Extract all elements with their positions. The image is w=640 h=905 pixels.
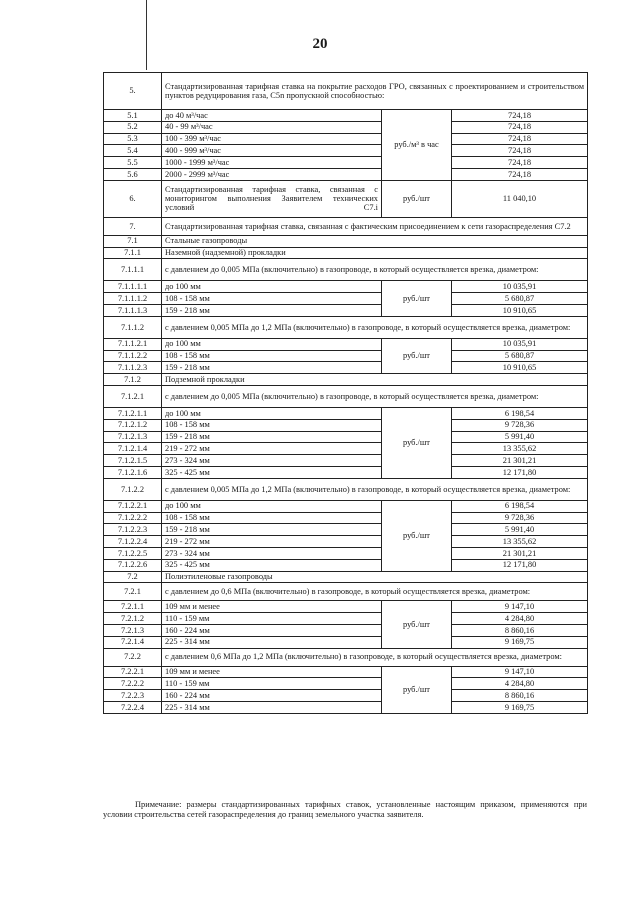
row-number: 7.2.1.3 bbox=[104, 624, 162, 636]
row-number: 7.1.2 bbox=[104, 374, 162, 386]
row-description: с давлением 0,005 МПа до 1,2 МПа (включительно) в газопроводе, в который осуществляется врезка, диаметром: bbox=[162, 316, 588, 338]
tariff-value: 724,18 bbox=[452, 110, 588, 122]
table-row bbox=[104, 648, 588, 666]
row-number: 7.1.2.2.5 bbox=[104, 547, 162, 559]
tariff-value: 11 040,10 bbox=[452, 180, 588, 217]
row-number: 7.1.2.1.4 bbox=[104, 443, 162, 455]
tariff-value: 12 171,80 bbox=[452, 466, 588, 478]
row-description: Стандартизированная тарифная ставка, связанная с мониторингом выполнения Заявителем технических условий C7.i bbox=[162, 180, 382, 217]
unit-cell: руб./шт bbox=[382, 601, 452, 648]
table-row bbox=[104, 536, 588, 548]
tariff-value: 4 284,80 bbox=[452, 613, 588, 625]
row-number: 7.1.1.1 bbox=[104, 259, 162, 281]
unit-cell: руб./шт bbox=[382, 180, 452, 217]
row-number: 7.1.1.2 bbox=[104, 316, 162, 338]
row-description: Стандартизированная тарифная ставка, связанная с фактическим присоединением к сети газораспределения C7.2 bbox=[162, 217, 588, 235]
tariff-value: 21 301,21 bbox=[452, 455, 588, 467]
table-row bbox=[104, 466, 588, 478]
row-description: Наземной (надземной) прокладки bbox=[162, 247, 588, 259]
row-description: 159 - 218 мм bbox=[162, 524, 382, 536]
table-row bbox=[104, 157, 588, 169]
row-description: 2000 - 2999 м³/час bbox=[162, 168, 382, 180]
table-row bbox=[104, 690, 588, 702]
row-number: 7.1.2.2 bbox=[104, 478, 162, 500]
table-row bbox=[104, 701, 588, 713]
row-description: Стальные газопроводы bbox=[162, 235, 588, 247]
row-description: 225 - 314 мм bbox=[162, 701, 382, 713]
row-number: 7.1.1 bbox=[104, 247, 162, 259]
tariff-value: 724,18 bbox=[452, 145, 588, 157]
table-row bbox=[104, 293, 588, 305]
table-row bbox=[104, 145, 588, 157]
row-description: 273 - 324 мм bbox=[162, 547, 382, 559]
row-description: до 100 мм bbox=[162, 281, 382, 293]
row-description: 110 - 159 мм bbox=[162, 613, 382, 625]
row-number: 7.2.2.1 bbox=[104, 666, 162, 678]
tariff-value: 6 198,54 bbox=[452, 407, 588, 419]
table-row bbox=[104, 168, 588, 180]
table-row bbox=[104, 431, 588, 443]
tariff-value: 12 171,80 bbox=[452, 559, 588, 571]
row-number: 7. bbox=[104, 217, 162, 235]
tariff-value: 724,18 bbox=[452, 157, 588, 169]
row-description: 159 - 218 мм bbox=[162, 362, 382, 374]
row-description: до 40 м³/час bbox=[162, 110, 382, 122]
table-row bbox=[104, 304, 588, 316]
row-description: 108 - 158 мм bbox=[162, 293, 382, 305]
row-description: 273 - 324 мм bbox=[162, 455, 382, 467]
table-row bbox=[104, 524, 588, 536]
tariff-value: 8 860,16 bbox=[452, 690, 588, 702]
row-description: Стандартизированная тарифная ставка на покрытие расходов ГРО, связанных с проектированием и строительством пунктов редуцирования газа, C5n пропускной способностью: bbox=[162, 73, 588, 110]
row-number: 7.1.2.1.1 bbox=[104, 407, 162, 419]
row-description: 219 - 272 мм bbox=[162, 536, 382, 548]
row-description: 40 - 99 м³/час bbox=[162, 121, 382, 133]
unit-cell: руб./шт bbox=[382, 500, 452, 571]
row-number: 7.2.2.4 bbox=[104, 701, 162, 713]
tariff-value: 5 680,87 bbox=[452, 293, 588, 305]
tariff-value: 724,18 bbox=[452, 133, 588, 145]
table-row bbox=[104, 500, 588, 512]
tariff-value: 13 355,62 bbox=[452, 536, 588, 548]
row-number: 7.2 bbox=[104, 571, 162, 583]
row-number: 7.1.1.1.2 bbox=[104, 293, 162, 305]
footnote: Примечание: размеры стандартизированных тарифных ставок, установленные настоящим приказом, применяются при условии строительства сетей газораспределения до границ земельного участка заявителя. bbox=[103, 800, 587, 820]
tariff-value: 724,18 bbox=[452, 168, 588, 180]
row-description: 110 - 159 мм bbox=[162, 678, 382, 690]
row-description: 219 - 272 мм bbox=[162, 443, 382, 455]
tariff-value: 9 169,75 bbox=[452, 636, 588, 648]
table-row bbox=[104, 121, 588, 133]
row-description: 325 - 425 мм bbox=[162, 466, 382, 478]
tariff-value: 5 991,40 bbox=[452, 431, 588, 443]
row-description: 225 - 314 мм bbox=[162, 636, 382, 648]
table-row bbox=[104, 338, 588, 350]
tariff-value: 4 284,80 bbox=[452, 678, 588, 690]
tariff-value: 9 147,10 bbox=[452, 666, 588, 678]
tariff-value: 9 728,36 bbox=[452, 419, 588, 431]
row-number: 7.1.2.2.2 bbox=[104, 512, 162, 524]
row-description: до 100 мм bbox=[162, 338, 382, 350]
table-row bbox=[104, 624, 588, 636]
table-row bbox=[104, 478, 588, 500]
tariff-value: 9 169,75 bbox=[452, 701, 588, 713]
row-number: 5.2 bbox=[104, 121, 162, 133]
tariff-value: 9 728,36 bbox=[452, 512, 588, 524]
row-number: 7.2.1.1 bbox=[104, 601, 162, 613]
row-description: 1000 - 1999 м³/час bbox=[162, 157, 382, 169]
unit-cell: руб./шт bbox=[382, 666, 452, 713]
row-description: до 100 мм bbox=[162, 500, 382, 512]
unit-cell: руб./шт bbox=[382, 338, 452, 373]
row-description: 400 - 999 м³/час bbox=[162, 145, 382, 157]
table-row bbox=[104, 512, 588, 524]
tariff-value: 10 910,65 bbox=[452, 304, 588, 316]
row-number: 7.1.1.2.3 bbox=[104, 362, 162, 374]
unit-cell: руб./шт bbox=[382, 407, 452, 478]
table-row bbox=[104, 419, 588, 431]
row-number: 7.1.2.1.3 bbox=[104, 431, 162, 443]
table-row bbox=[104, 110, 588, 122]
tariff-value: 5 991,40 bbox=[452, 524, 588, 536]
tariff-value: 13 355,62 bbox=[452, 443, 588, 455]
table-row bbox=[104, 362, 588, 374]
page-number: 20 bbox=[312, 36, 328, 52]
row-number: 7.1.2.2.1 bbox=[104, 500, 162, 512]
table-row bbox=[104, 281, 588, 293]
tariff-value: 5 680,87 bbox=[452, 350, 588, 362]
row-number: 7.1.2.2.3 bbox=[104, 524, 162, 536]
row-description: 159 - 218 мм bbox=[162, 304, 382, 316]
table-row bbox=[104, 374, 588, 386]
row-description: Полиэтиленовые газопроводы bbox=[162, 571, 588, 583]
row-description: с давлением до 0,005 МПа (включительно) в газопроводе, в который осуществляется врезка, диаметром: bbox=[162, 259, 588, 281]
table-row bbox=[104, 385, 588, 407]
row-number: 7.2.1.4 bbox=[104, 636, 162, 648]
row-number: 7.1.2.2.6 bbox=[104, 559, 162, 571]
row-number: 7.1.1.2.2 bbox=[104, 350, 162, 362]
tariff-value: 10 035,91 bbox=[452, 281, 588, 293]
table-row bbox=[104, 180, 588, 217]
row-description: 159 - 218 мм bbox=[162, 431, 382, 443]
table-row bbox=[104, 583, 588, 601]
row-description: 160 - 224 мм bbox=[162, 624, 382, 636]
tariff-value: 21 301,21 bbox=[452, 547, 588, 559]
row-description: 325 - 425 мм bbox=[162, 559, 382, 571]
row-description: 108 - 158 мм bbox=[162, 350, 382, 362]
table-row bbox=[104, 636, 588, 648]
table-row bbox=[104, 217, 588, 235]
row-description: 108 - 158 мм bbox=[162, 512, 382, 524]
tariff-table bbox=[103, 72, 588, 714]
row-description: 100 - 399 м³/час bbox=[162, 133, 382, 145]
row-number: 7.1 bbox=[104, 235, 162, 247]
row-number: 7.1.2.1.2 bbox=[104, 419, 162, 431]
table-row bbox=[104, 259, 588, 281]
row-description: с давлением до 0,005 МПа (включительно) в газопроводе, в который осуществляется врезка, диаметром: bbox=[162, 385, 588, 407]
row-number: 6. bbox=[104, 180, 162, 217]
table-row bbox=[104, 571, 588, 583]
row-description: 160 - 224 мм bbox=[162, 690, 382, 702]
tariff-value: 724,18 bbox=[452, 121, 588, 133]
table-row bbox=[104, 235, 588, 247]
table-row bbox=[104, 678, 588, 690]
table-row bbox=[104, 350, 588, 362]
tariff-value: 9 147,10 bbox=[452, 601, 588, 613]
table-row bbox=[104, 443, 588, 455]
row-description: 109 мм и менее bbox=[162, 601, 382, 613]
row-number: 7.1.2.1.5 bbox=[104, 455, 162, 467]
row-number: 7.2.2 bbox=[104, 648, 162, 666]
row-number: 7.2.1 bbox=[104, 583, 162, 601]
table-row bbox=[104, 407, 588, 419]
row-number: 7.2.2.3 bbox=[104, 690, 162, 702]
row-number: 7.1.1.2.1 bbox=[104, 338, 162, 350]
row-number: 7.1.2.1 bbox=[104, 385, 162, 407]
row-number: 7.1.2.2.4 bbox=[104, 536, 162, 548]
row-description: с давлением 0,6 МПа до 1,2 МПа (включительно) в газопроводе, в который осуществляется врезка, диаметром: bbox=[162, 648, 588, 666]
table-row bbox=[104, 316, 588, 338]
tariff-value: 6 198,54 bbox=[452, 500, 588, 512]
table-row bbox=[104, 547, 588, 559]
table-row bbox=[104, 455, 588, 467]
row-number: 7.2.2.2 bbox=[104, 678, 162, 690]
row-number: 5. bbox=[104, 73, 162, 110]
row-description: 109 мм и менее bbox=[162, 666, 382, 678]
row-number: 5.6 bbox=[104, 168, 162, 180]
row-number: 5.3 bbox=[104, 133, 162, 145]
row-number: 7.1.1.1.1 bbox=[104, 281, 162, 293]
margin-line bbox=[146, 0, 147, 70]
table-row bbox=[104, 559, 588, 571]
tariff-table-body bbox=[104, 73, 588, 714]
row-number: 7.2.1.2 bbox=[104, 613, 162, 625]
row-description: 108 - 158 мм bbox=[162, 419, 382, 431]
row-description: с давлением 0,005 МПа до 1,2 МПа (включительно) в газопроводе, в который осуществляется врезка, диаметром: bbox=[162, 478, 588, 500]
row-number: 5.1 bbox=[104, 110, 162, 122]
table-row bbox=[104, 247, 588, 259]
unit-cell: руб./шт bbox=[382, 281, 452, 316]
row-number: 5.4 bbox=[104, 145, 162, 157]
row-description: Подземной прокладки bbox=[162, 374, 588, 386]
row-description: с давлением до 0,6 МПа (включительно) в газопроводе, в который осуществляется врезка, диаметром: bbox=[162, 583, 588, 601]
tariff-value: 10 910,65 bbox=[452, 362, 588, 374]
table-row bbox=[104, 666, 588, 678]
row-number: 7.1.2.1.6 bbox=[104, 466, 162, 478]
tariff-value: 10 035,91 bbox=[452, 338, 588, 350]
tariff-value: 8 860,16 bbox=[452, 624, 588, 636]
row-number: 5.5 bbox=[104, 157, 162, 169]
table-row bbox=[104, 613, 588, 625]
row-description: до 100 мм bbox=[162, 407, 382, 419]
table-row bbox=[104, 133, 588, 145]
unit-cell: руб./м³ в час bbox=[382, 110, 452, 181]
table-row bbox=[104, 601, 588, 613]
table-row bbox=[104, 73, 588, 110]
row-number: 7.1.1.1.3 bbox=[104, 304, 162, 316]
